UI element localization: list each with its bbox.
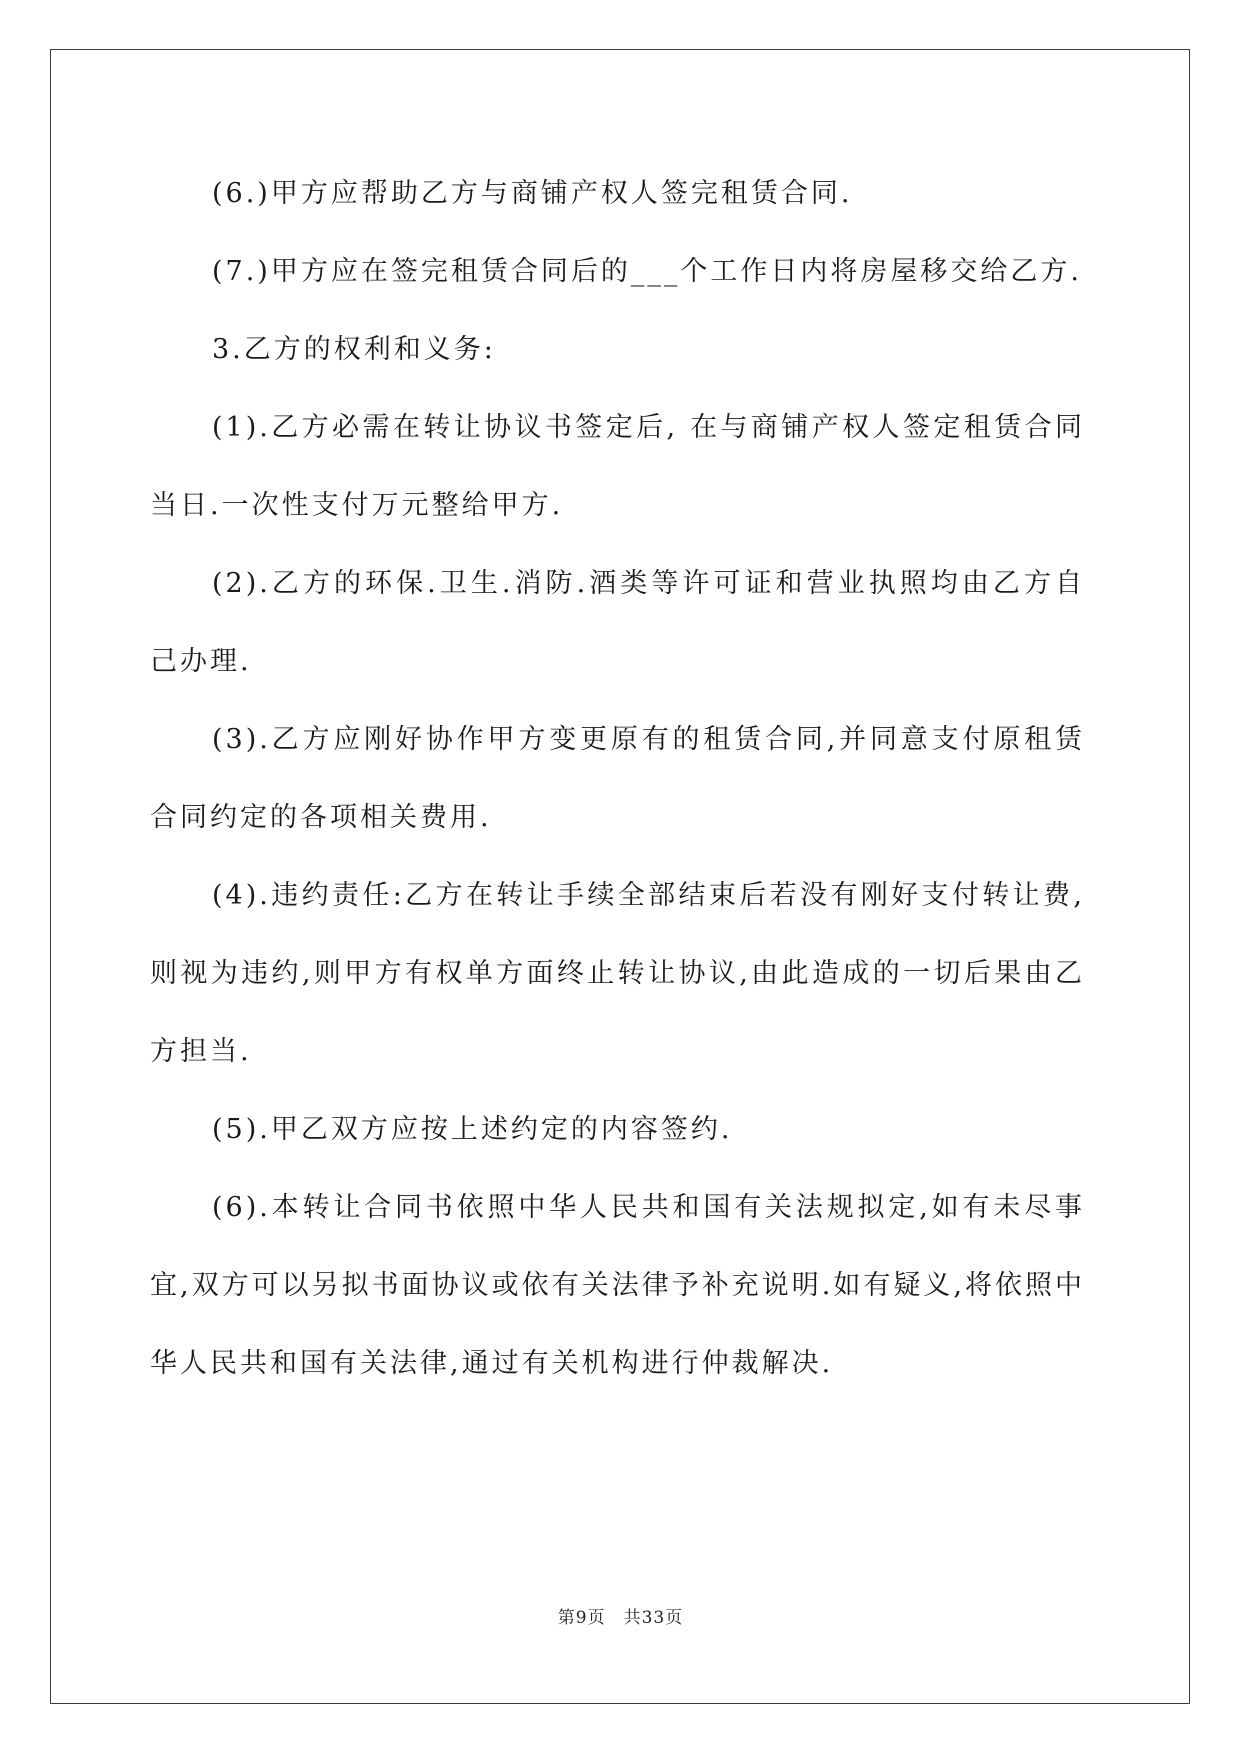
- paragraph-b5-signing: (5).甲乙双方应按上述约定的内容签约.: [212, 1114, 733, 1145]
- paragraph-6-sign-lease: (6.)甲方应帮助乙方与商铺产权人签完租赁合同.: [212, 178, 853, 209]
- page-footer: [0, 1603, 1241, 1628]
- paragraph-b3-cooperation: (3).乙方应刚好协作甲方变更原有的租赁合同,并同意支付原租赁合同约定的各项相关费用.: [150, 724, 1085, 833]
- paragraph-b1-payment: (1).乙方必需在转让协议书签定后, 在与商铺产权人签定租赁合同当日.一次性支付万元整给甲方.: [150, 412, 1085, 521]
- page-number: 第9页: [557, 1608, 606, 1628]
- section-heading-party-b: 3.乙方的权利和义务:: [212, 334, 496, 365]
- paragraph-b4-breach: (4).违约责任:乙方在转让手续全部结束后若没有刚好支付转让费,则视为违约,则甲方有权单方面终止转让协议,由此造成的一切后果由乙方担当.: [150, 880, 1085, 1067]
- paragraph-b6-legal-basis: (6).本转让合同书依照中华人民共和国有关法规拟定,如有未尽事宜,双方可以另拟书面协议或依有关法律予补充说明.如有疑义,将依照中华人民共和国有关法律,通过有关机构进行仲裁解决.: [150, 1192, 1085, 1379]
- page-total: 共33页: [623, 1608, 684, 1628]
- document-body: [150, 155, 1085, 1403]
- paragraph-7-handover: (7.)甲方应在签完租赁合同后的___个工作日内将房屋移交给乙方.: [212, 256, 1082, 287]
- paragraph-b2-licenses: (2).乙方的环保.卫生.消防.酒类等许可证和营业执照均由乙方自己办理.: [150, 568, 1085, 677]
